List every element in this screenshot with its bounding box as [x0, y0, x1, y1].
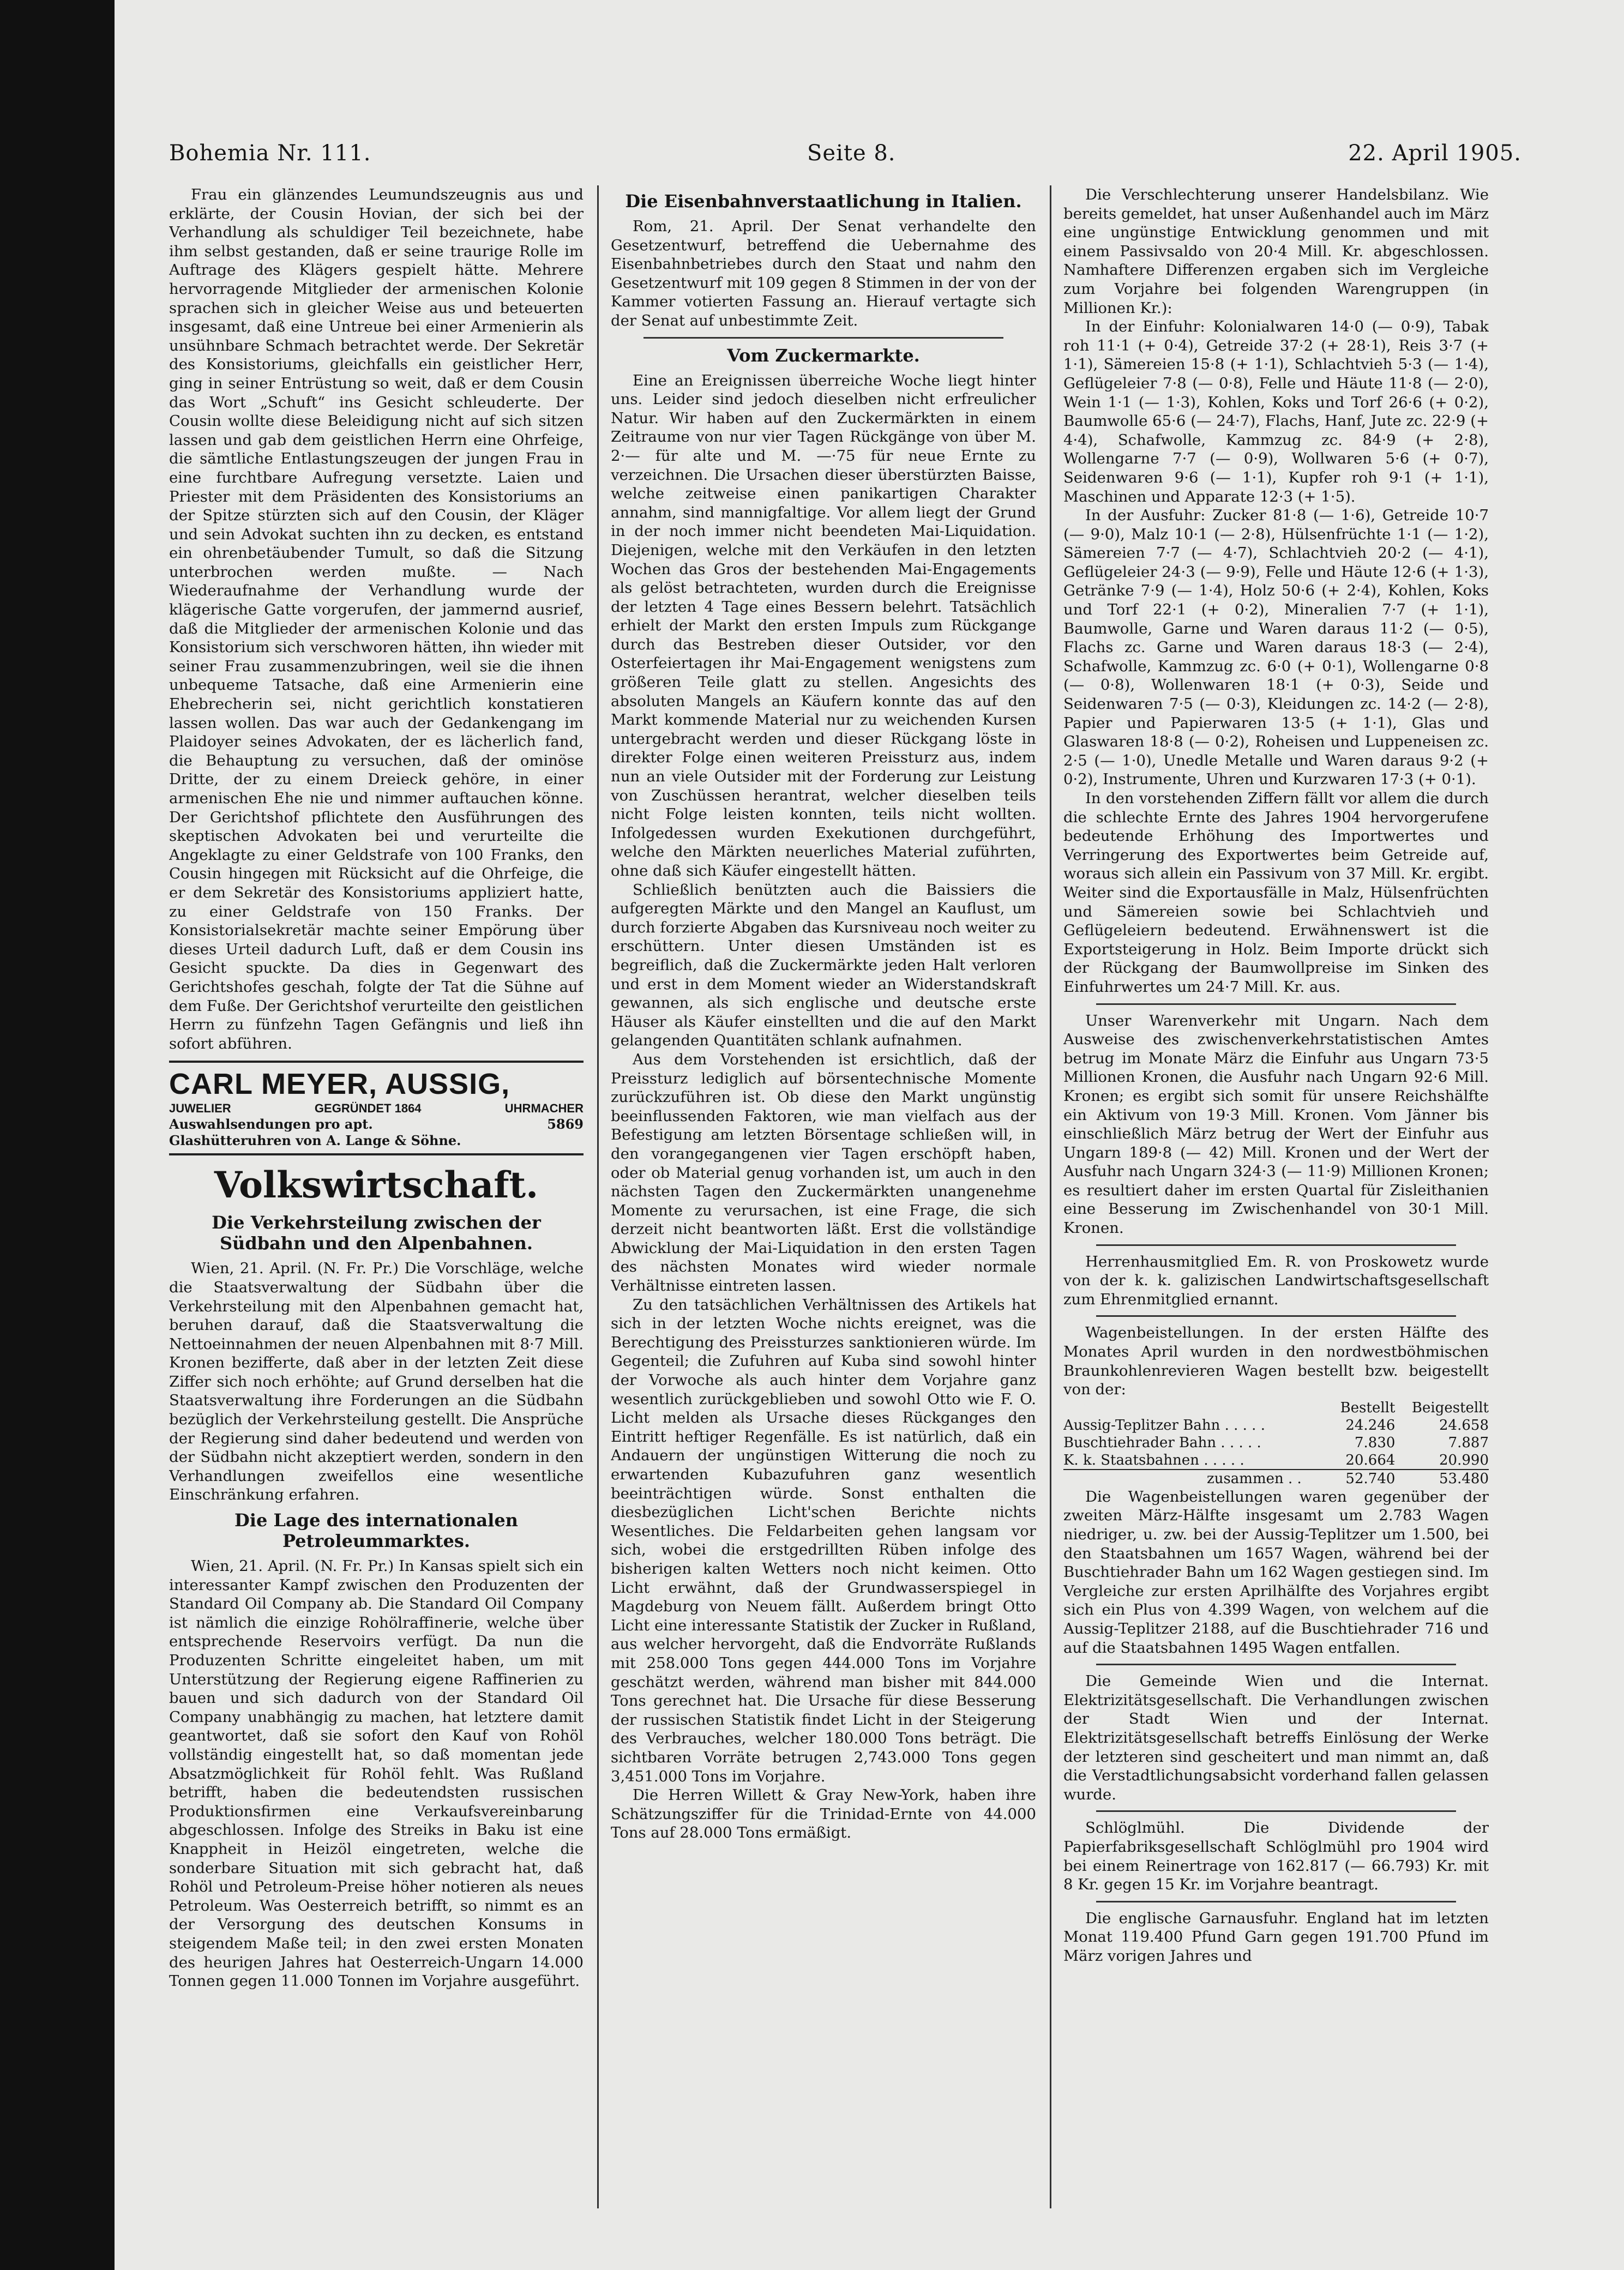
ad-sub-right: UHRMACHER: [504, 1101, 584, 1116]
table-header: Beigestellt: [1411, 1399, 1489, 1416]
advertisement: [169, 1061, 584, 1155]
article-paragraph: Wien, 21. April. (N. Fr. Pr.) In Kansas spielt sich ein interessanter Kampf zwischen den Produzenten der Standard Oil Company ab. Die Standard Oil Company ist nämlich die einzige Rohölraffinerie, welche über entsprechende Reservoirs verfügt. Da nun die Produzenten Schritte eingeleitet haben, um mit Unterstützung der Regierung eigene Raffinerien zu bauen und sich dadurch von der Standard Oil Company unabhängig zu machen, hat letztere damit geantwortet, daß sie sofort den Kauf von Rohöl vollständig eingestellt hat, so daß momentan jede Absatzmöglichkeit für Rohöl fehlt. Was Rußland betrifft, haben die bedeutendsten russischen Produktionsfirmen eine Verkaufsvereinbarung abgeschlossen. Infolge des Streiks in Baku ist eine Knappheit in Heizöl eingetreten, welche die sonderbare Situation mit sich gebracht hat, daß Rohöl und Petroleum-Preise höher notieren als neues Petroleum. Was Oesterreich betrifft, so nimmt es an der Versorgung des deutschen Konsums in steigendem Maße teil; in den zwei ersten Monaten des heurigen Jahres hat Oesterreich-Ungarn 14.000 Tonnen gegen 11.000 Tonnen im Vorjahre ausgeführt.: [169, 1557, 584, 1990]
issue-date: 22. April 1905.: [1348, 141, 1521, 166]
table-cell: 53.480: [1395, 1470, 1489, 1488]
table-header-row: [1063, 1399, 1489, 1417]
table-header: Bestellt: [1340, 1399, 1396, 1416]
ad-number: 5869: [547, 1116, 584, 1133]
table-cell: 52.740: [1302, 1470, 1396, 1488]
ad-name: CARL MEYER, AUSSIG,: [169, 1068, 510, 1101]
article-paragraph: Herrenhausmitglied Em. R. von Proskowetz wurde von der k. k. galizischen Landwirtschaftsgesellschaft zum Ehrenmitglied ernannt.: [1063, 1253, 1489, 1308]
section-title: Volkswirtschaft.: [214, 1164, 539, 1207]
table-cell: Buschtiehrader Bahn . . . . .: [1063, 1434, 1261, 1451]
ad-line1: Auswahlsendungen pro apt.: [169, 1116, 373, 1133]
table-cell: Aussig-Teplitzer Bahn . . . . .: [1063, 1417, 1265, 1434]
column-3: [1063, 185, 1489, 2236]
ad-sub-left: JUWELIER: [169, 1101, 231, 1116]
article-headline: Die Eisenbahnverstaatlichung in Italien.: [625, 191, 1022, 212]
column-rule: [597, 185, 599, 2208]
table-row: [1063, 1417, 1489, 1434]
table-cell: 7.887: [1448, 1434, 1489, 1451]
divider: [1096, 1315, 1456, 1317]
column-1: [169, 185, 584, 2236]
table-cell: 20.664: [1345, 1452, 1396, 1468]
article-headline: Die Verkehrsteilung zwischen der Südbahn und den Alpenbahnen.: [212, 1212, 541, 1254]
article-paragraph: In der Einfuhr: Kolonialwaren 14·0 (— 0·9), Tabak roh 11·1 (+ 0·4), Getreide 37·2 (+ 28·1), Reis 3·7 (+ 1·1), Sämereien 15·8 (+ 1·1), Schlachtvieh 5·3 (— 1·4), Geflügeleier 7·8 (— 0·8), Felle und Häute 11·8 (— 2·0), Wein 1·1 (— 1·3), Kohlen, Koks und Torf 26·6 (+ 0·2), Baumwolle 65·6 (— 24·7), Flachs, Hanf, Jute zc. 22·9 (+ 4·4), Schafwolle, Kammzug zc. 84·9 (+ 2·8), Wollengarne 7·7 (— 0·9), Wollwaren 5·6 (+ 0·7), Seidenwaren 9·6 (— 1·1), Kupfer roh 9·1 (+ 1·1), Maschinen und Apparate 12·3 (+ 1·5).: [1063, 318, 1489, 505]
article-paragraph: Aus dem Vorstehenden ist ersichtlich, daß der Preissturz lediglich auf börsentechnische Momente zurückzuführen ist. Ob diese den Markt ungünstig beeinflussenden Faktoren, wie man vielfach aus der Befestigung am letzten Börsentage schließen will, in den vorangegangenen vier Tagen erschöpft haben, oder ob Material genug vorhanden ist, um auch in den nächsten Tagen den Zuckermärkten unangenehme Momente zu verursachen, ist eine Frage, die sich derzeit nicht beantworten läßt. Erst die vollständige Abwicklung der Mai-Liquidation in den ersten Tagen des nächsten Monates wird wieder normale Verhältnisse eintreten lassen.: [611, 1050, 1036, 1295]
article-paragraph: Rom, 21. April. Der Senat verhandelte den Gesetzentwurf, betreffend die Uebernahme des Eisenbahnbetriebes durch den Staat und nahm den Gesetzentwurf mit 109 gegen 8 Stimmen in der von der Kammer votierten Fassung an. Hierauf vertagte sich der Senat auf unbestimmte Zeit.: [611, 218, 1036, 329]
page-number: Seite 8.: [807, 141, 896, 166]
article-paragraph: Die Herren Willett & Gray New-York, haben ihre Schätzungsziffer für die Trinidad-Ernte von 44.000 Tons auf 28.000 Tons ermäßigt.: [611, 1786, 1036, 1842]
divider: [1096, 1664, 1456, 1665]
article-paragraph: Die Wagenbeistellungen waren gegenüber der zweiten März-Hälfte insgesamt um 2.783 Wagen niedriger, u. zw. bei der Aussig-Teplitzer um 1.500, bei den Staatsbahnen um 1657 Wagen, während bei der Buschtiehrader Bahn um 162 Wagen gestiegen sind. Im Vergleiche zur ersten Aprilhälfte des Vorjahres ergibt sich ein Plus von 4.399 Wagen, von welchem auf die Aussig-Teplitzer 2188, auf die Buschtiehrader 716 und auf die Staatsbahnen 1495 Wagen entfallen.: [1063, 1488, 1489, 1657]
table-cell: 20.990: [1439, 1452, 1489, 1468]
article-paragraph: Wagenbeistellungen. In der ersten Hälfte des Monates April wurden in den nordwestböhmischen Braunkohlenrevieren Wagen bestellt bzw. beigestellt von der:: [1063, 1324, 1489, 1399]
table-cell: K. k. Staatsbahnen . . . . .: [1063, 1452, 1244, 1468]
article-paragraph: Die Verschlechterung unserer Handelsbilanz. Wie bereits gemeldet, hat unser Außenhandel auch im März eine ungünstige Entwicklung genommen und mit einem Passivsaldo von 20·4 Mill. Kr. abgeschlossen. Namhaftere Differenzen ergaben sich im Vergleiche zum Vorjahre bei folgenden Warengruppen (in Millionen Kr.):: [1063, 186, 1489, 317]
article-headline: Die Lage des internationalen Petroleummarktes.: [234, 1510, 518, 1552]
table-cell: 7.830: [1354, 1434, 1396, 1451]
ad-subtitle: [169, 1101, 584, 1116]
table-row: [1063, 1434, 1489, 1452]
article-paragraph: In der Ausfuhr: Zucker 81·8 (— 1·6), Getreide 10·7 (— 9·0), Malz 10·1 (— 2·8), Hülsenfrüchte 1·1 (— 1·2), Sämereien 7·7 (— 4·7), Schlachtvieh 20·2 (— 4·1), Geflügeleier 24·3 (— 9·9), Felle und Häute 12·6 (+ 1·3), Getränke 7·9 (— 1·4), Holz 50·6 (+ 2·4), Kohlen, Koks und Torf 22·1 (+ 0·2), Mineralien 7·7 (+ 1·1), Baumwolle, Garne und Waren daraus 11·2 (— 0·5), Flachs zc. Garne und Waren daraus 18·3 (— 2·4), Schafwolle, Kammzug zc. 6·0 (+ 0·1), Wollengarne 0·8 (— 0·8), Wollenwaren 18·1 (+ 0·3), Seide und Seidenwaren 7·5 (— 0·3), Kleidungen zc. 14·2 (— 2·8), Papier und Papierwaren 13·5 (+ 1·1), Glas und Glaswaren 18·8 (— 0·2), Roheisen und Luppeneisen zc. 2·5 (— 1·0), Unedle Metalle und Waren daraus 9·2 (+ 0·2), Instrumente, Uhren und Kurzwaren 17·3 (+ 0·1).: [1063, 507, 1489, 788]
article-paragraph: Schließlich benützten auch die Baissiers die aufgeregten Märkte und den Mangel an Kauflust, um durch forzierte Abgaben das Kursniveau noch weiter zu erschüttern. Unter diesen Umständen ist es begreiflich, daß die Zuckermärkte jeden Halt verloren und erst in dem Moment wieder an Widerstandskraft gewannen, als sich englische und deutsche erste Häuser als Käufer einstellten und die auf den Markt gelangenden Quantitäten schlank aufnahmen.: [611, 881, 1036, 1050]
page-header: [169, 141, 1521, 173]
table-row: [1063, 1452, 1489, 1470]
divider: [1096, 1003, 1456, 1005]
article-paragraph: Die Gemeinde Wien und die Internat. Elektrizitätsgesellschaft. Die Verhandlungen zwischen der Stadt Wien und der Internat. Elektrizitätsgesellschaft betreffs Einlösung der Werke der letzteren sind gescheitert und man nimmt an, daß die Verstadtlichungsabsicht vorderhand fallen gelassen wurde.: [1063, 1672, 1489, 1803]
wagon-table: [1063, 1399, 1489, 1488]
column-rule: [1050, 185, 1051, 2208]
article-paragraph: Wien, 21. April. (N. Fr. Pr.) Die Vorschläge, welche die Staatsverwaltung der Südbahn über die Verkehrsteilung mit den Alpenbahnen gemacht hat, beruhen darauf, daß die Staatsverwaltung die Nettoeinnahmen der neuen Alpenbahnen mit 8·7 Mill. Kronen bezifferte, daß aber in der letzten Zeit diese Ziffer sich noch erhöhte; auf Grund derselben hat die Staatsverwaltung ihre Forderungen an die Südbahn bezüglich der Verkehrsteilung gestellt. Die Ansprüche der Regierung sind daher bedeutend und werden von der Südbahn nicht akzeptiert werden, sondern in den Verhandlungen zweifellos eine wesentliche Einschränkung erfahren.: [169, 1260, 584, 1504]
article-paragraph: Schlöglmühl. Die Dividende der Papierfabriksgesellschaft Schlöglmühl pro 1904 wird bei einem Reinertrage von 162.817 (— 66.793) Kr. mit 8 Kr. gegen 15 Kr. im Vorjahre beantragt.: [1063, 1819, 1489, 1894]
ad-line: [169, 1116, 584, 1133]
divider: [1096, 1901, 1456, 1902]
divider: [1096, 1810, 1456, 1812]
article-paragraph: Eine an Ereignissen überreiche Woche liegt hinter uns. Leider sind jedoch dieselben nicht erfreulicher Natur. Wir haben auf den Zuckermärkten in einem Zeitraume von nur vier Tagen Rückgänge von über M. 2·— für alte und M. —·75 für neue Ernte zu verzeichnen. Die Ursachen dieser überstürzten Baisse, welche zeitweise einen panikartigen Charakter annahm, sind mannigfaltige. Vor allem liegt der Grund in der noch immer nicht beendeten Mai-Liquidation. Diejenigen, welche mit den Verkäufen in den letzten Wochen das Gros der bestehenden Mai-Engagements als gelöst betrachteten, wurden durch die Ereignisse der letzten 4 Tage eines Bessern belehrt. Tatsächlich erhielt der Markt den ersten Impuls zum Rückgange durch das Bestreben dieser Outsider, vor den Osterfeiertagen ihr Mai-Engagement wenigstens zum größeren Teile glatt zu stellen. Angesichts des absoluten Mangels an Käufern konnte das auf den Markt kommende Material nur zu weichenden Kursen untergebracht werden und dieser Rückgang löste in direkter Folge einen weiteren Preissturz aus, indem nun an viele Outsider mit der Forderung zur Leistung von Zuschüssen herantrat, welcher dieselben teils nicht Folge leisten konnten, teils nicht wollten. Infolgedessen wurden Exekutionen durchgeführt, welche den Märkten neuerliches Material zuführten, ohne daß sich Käufer eingestellt hätten.: [611, 371, 1036, 880]
table-cell: 24.658: [1439, 1417, 1489, 1434]
masthead-issue: Bohemia Nr. 111.: [169, 141, 371, 166]
table-sum-row: [1063, 1470, 1489, 1488]
article-paragraph: In den vorstehenden Ziffern fällt vor allem die durch die schlechte Ernte des Jahres 1904 hervorgerufene bedeutende Erhöhung des Importwertes und Verringerung des Exportwertes beim Getreide auf, woraus sich allein ein Passivum von 37 Mill. Kr. ergibt. Weiter sind die Exportausfälle in Malz, Hülsenfrüchten und Sämereien sowie bei Schlachtvieh und Geflügeleiern bedeutend. Erwähnenswert ist die Exportsteigerung in Holz. Beim Importe drückt sich der Rückgang der Baumwollpreise im Sinken des Einfuhrwertes um 24·7 Mill. Kr. aus.: [1063, 790, 1489, 996]
table-cell: 24.246: [1345, 1417, 1396, 1434]
ad-line2: Glashütteruhren von A. Lange & Söhne.: [169, 1133, 461, 1149]
newspaper-page: [115, 0, 1624, 2270]
article-paragraph: Die englische Garnausfuhr. England hat im letzten Monat 119.400 Pfund Garn gegen 191.700 Pfund im März vorigen Jahres und: [1063, 1909, 1489, 1965]
article-paragraph: Zu den tatsächlichen Verhältnissen des Artikels hat sich in der letzten Woche nichts ereignet, was die Berechtigung des Preissturzes sanktionieren würde. Im Gegenteil; die Zufuhren auf Kuba sind sowohl hinter der Vorwoche als auch hinter dem Vorjahre ganz wesentlich zurückgeblieben und sowohl Otto wie F. O. Licht melden als Ursache dieses Rückganges den Eintritt heftiger Regenfälle. Es ist natürlich, daß ein Andauern der ungünstigen Witterung die noch zu erwartenden Kubazufuhren ganz wesentlich beeinträchtigen würde. Sonst enthalten die diesbezüglichen Licht'schen Berichte nichts Wesentliches. Die Feldarbeiten gehen langsam vor sich, wobei die erstgedrillten Rüben infolge des bisherigen kalten Wetters noch nicht keimen. Otto Licht erwähnt, daß der Grundwasserspiegel in Magdeburg von Neuem fällt. Außerdem bringt Otto Licht eine interessante Statistik der Zucker in Rußland, aus welcher hervorgeht, daß die Endvorräte Rußlands mit 258.000 Tons gegen 444.000 Tons im Vorjahre geschätzt werden, während man bisher mit 844.000 Tons gerechnet hat. Die Ursache für diese Besserung der russischen Statistik findet Licht in der Steigerung des Verbrauches, welcher 180.000 Tons beträgt. Die sichtbaren Vorräte betrugen 2,743.000 Tons gegen 3,451.000 Tons im Vorjahre.: [611, 1296, 1036, 1785]
column-2: [611, 185, 1036, 2236]
divider: [643, 337, 1003, 339]
ad-sub-center: GEGRÜNDET 1864: [314, 1101, 422, 1116]
table-cell: zusammen . .: [1063, 1470, 1302, 1488]
article-paragraph: Unser Warenverkehr mit Ungarn. Nach dem Ausweise des zwischenverkehrstatistischen Amtes betrug im Monate März die Einfuhr aus Ungarn 73·5 Millionen Kronen, die Ausfuhr nach Ungarn 92·6 Mill. Kronen; es ergibt sich somit für unsere Reichshälfte ein Aktivum von 19·3 Mill. Kronen. Vom Jänner bis einschließlich März betrug der Wert der Einfuhr aus Ungarn 189·8 (— 42) Mill. Kronen und der Wert der Ausfuhr nach Ungarn 324·3 (— 11·9) Millionen Kronen; es resultiert daher im ersten Quartal für Zisleithanien eine Besserung im Zwischenhandel von 30·1 Mill. Kronen.: [1063, 1011, 1489, 1237]
divider: [1096, 1244, 1456, 1246]
article-paragraph: Frau ein glänzendes Leumundszeugnis aus und erklärte, der Cousin Hovian, der sich bei der Verhandlung als schuldiger Teil bezeichnete, habe ihm selbst gestanden, daß er seine traurige Rolle im Auftrage des Klägers gespielt hätte. Mehrere hervorragende Mitglieder der armenischen Kolonie sprachen sich in gleicher Weise aus und beteuerten insgesamt, daß eine Untreue bei einer Armenierin als unsühnbare Schmach betrachtet werde. Der Sekretär des Konsistoriums, gleichfalls ein geistlicher Herr, ging in seiner Entrüstung so weit, daß er dem Cousin das Wort „Schuft“ ins Gesicht schleuderte. Der Cousin wollte diese Beleidigung nicht auf sich sitzen lassen und gab dem geistlichen Herrn eine Ohrfeige, die sämtliche Entlastungszeugen der jungen Frau in eine furchtbare Aufregung versetzte. Laien und Priester mit dem Präsidenten des Konsistoriums an der Spitze stürzten sich auf den Cousin, der Kläger und sein Advokat suchten ihn zu decken, es entstand ein ohrenbetäubender Tumult, so daß die Sitzung unterbrochen werden mußte. — Nach Wiederaufnahme der Verhandlung wurde der klägerische Gatte vorgerufen, der jammernd ausrief, daß die Mitglieder der armenischen Kolonie und das Konsistorium sich verschworen hätten, ihn wieder mit seiner Frau zusammenzubringen, weil sie die ihnen unbequeme Tatsache, daß eine Armenierin eine Ehebrecherin sei, nicht gerichtlich konstatieren lassen wollen. Das war auch der Gedankengang im Plaidoyer seines Advokaten, der es lächerlich fand, die Behauptung zu versuchen, daß der ominöse Dritte, der zu einem Dreieck gehöre, in einer armenischen Ehe nie und nimmer auftauchen könne. Der Gerichtshof pflichtete den Ausführungen des skeptischen Advokaten bei und verurteilte die Angeklagte zu einer Geldstrafe von 100 Franks, den Cousin hingegen mit Rücksicht auf die Ohrfeige, die er dem Sekretär des Konsistoriums appliziert hatte, zu einer Geldstrafe von 150 Franks. Der Konsistorialsekretär machte seiner Empörung über dieses Urteil dadurch Luft, daß er dem Cousin ins Gesicht spuckte. Da dies in Gegenwart des Gerichtshofes geschah, folgte der Tat die Sühne auf dem Fuße. Der Gerichtshof verurteilte den geistlichen Herrn zu fünfzehn Tagen Gefängnis und ließ ihn sofort abführen.: [169, 186, 584, 1052]
article-headline: Vom Zuckermarkte.: [727, 345, 920, 366]
